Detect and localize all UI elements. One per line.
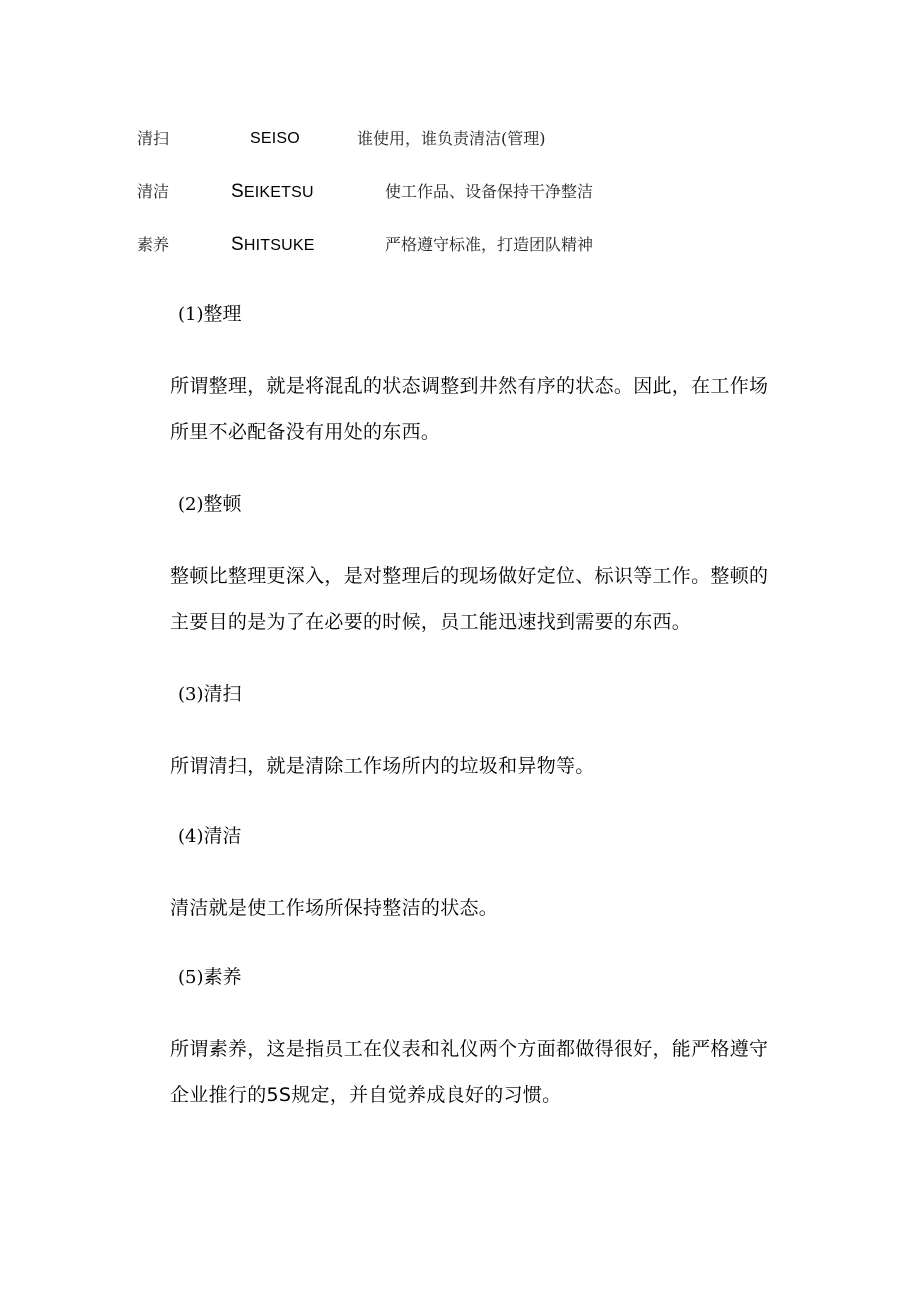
section-number: (5) [178,967,204,988]
section-title: 清扫 [203,683,242,705]
section-number: (4) [178,826,204,847]
description-cell: 谁使用，谁负责清洁(管理) [357,129,546,148]
section-heading [178,300,242,329]
section-title: 素养 [203,966,242,988]
section-number: (2) [178,494,204,515]
table-row [0,127,920,151]
description-cell: 严格遵守标准，打造团队精神 [385,235,594,254]
description-cell: 使工作品、设备保持干净整洁 [385,182,594,201]
section-heading [178,963,242,992]
section-title: 整顿 [203,493,242,515]
section-title: 整理 [203,303,242,325]
romaji-cell: SHITSUKE [231,234,315,255]
section-heading [178,822,242,851]
term-cell: 清洁 [137,182,170,201]
section-body: 所谓清扫，就是清除工作场所内的垃圾和异物等。 [170,755,595,777]
table-row [0,180,920,204]
section-body: 所谓素养，这是指员工在仪表和礼仪两个方面都做得很好，能严格遵守企业推行的5S规定，并自觉养成良好的习惯。 [170,1038,769,1106]
section-body: 清洁就是使工作场所保持整洁的状态。 [170,897,499,919]
table-row [0,233,920,257]
section-number: (3) [178,684,204,705]
romaji-cell: SEIKETSU [231,181,314,202]
section-title: 清洁 [203,825,242,847]
section-heading [178,680,242,709]
section-body: 整顿比整理更深入，是对整理后的现场做好定位、标识等工作。整顿的主要目的是为了在必要的时候，员工能迅速找到需要的东西。 [170,565,769,633]
section-number: (1) [178,304,204,325]
romaji-cell: SEISO [250,130,300,147]
section-heading [178,490,242,519]
section-body: 所谓整理，就是将混乱的状态调整到井然有序的状态。因此，在工作场所里不必配备没有用处的东西。 [170,375,769,443]
term-cell: 清扫 [137,129,170,148]
term-cell: 素养 [137,235,170,254]
